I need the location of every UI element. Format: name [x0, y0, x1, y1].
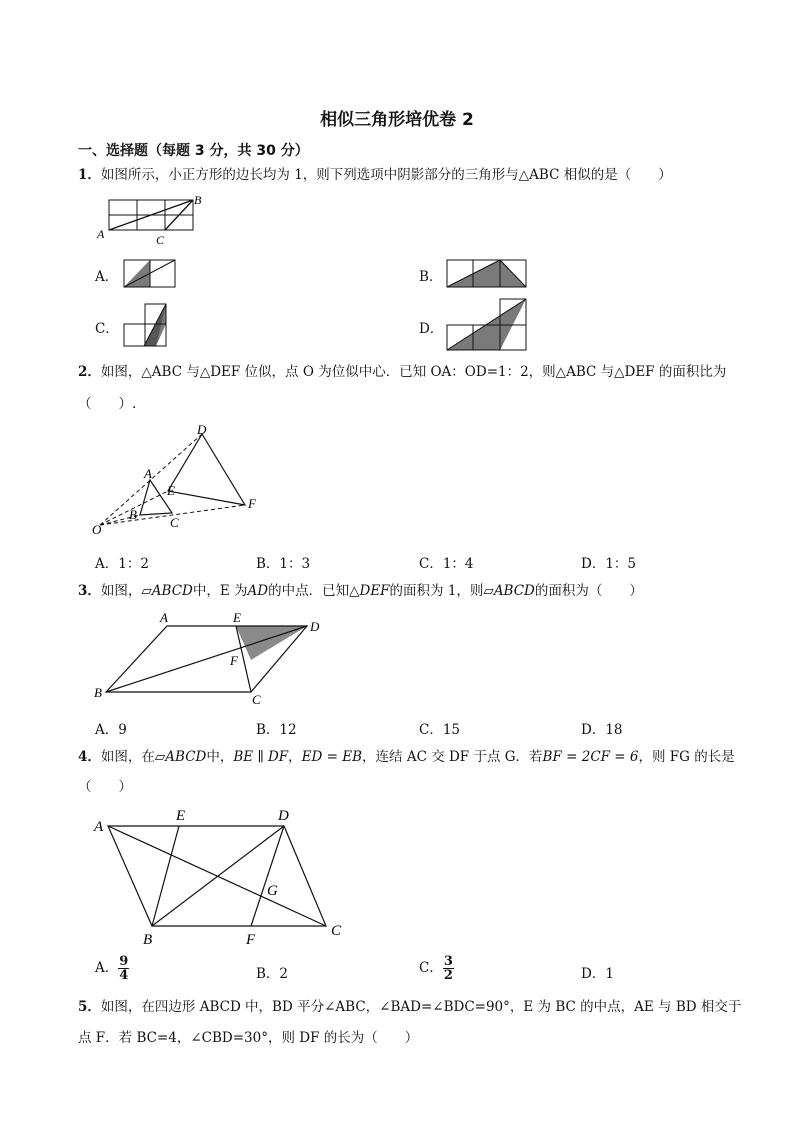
math-condition: ED = EB — [301, 749, 363, 765]
question-number: 2． — [78, 364, 101, 380]
question-4-text — [78, 747, 735, 767]
question-number: 3． — [78, 583, 101, 599]
q4-option-b[interactable]: B．2 — [256, 966, 289, 982]
option-letter: C． — [419, 960, 443, 976]
q2-option-d[interactable]: D．1：5 — [581, 556, 637, 572]
q3-option-c[interactable]: C．15 — [419, 722, 461, 738]
stem-part: ，则 FG 的长是 — [638, 749, 735, 765]
section-heading: 一、选择题（每题 3 分，共 30 分） — [78, 143, 309, 159]
q4-option-a[interactable] — [95, 955, 129, 982]
q1-option-c-figure[interactable] — [122, 302, 170, 350]
label-E: E — [233, 610, 241, 625]
q1-option-d-label[interactable]: D． — [419, 321, 444, 337]
label-C: C — [170, 515, 179, 530]
q2-option-c[interactable]: C．1：4 — [419, 556, 474, 572]
q2-figure — [90, 422, 270, 542]
q1-figure — [95, 192, 215, 248]
label-A: A — [144, 466, 152, 481]
label-F: F — [230, 653, 238, 668]
label-B: B — [194, 193, 202, 207]
question-number: 4． — [78, 749, 101, 765]
label-B: B — [129, 507, 137, 522]
numerator: 3 — [443, 954, 453, 969]
label-A: A — [160, 610, 168, 625]
q1-option-c-label[interactable]: C． — [95, 321, 119, 337]
denominator: 4 — [119, 968, 129, 983]
question-1-text — [78, 165, 672, 185]
label-O: O — [92, 522, 102, 537]
question-stem: 如图，在四边形 ABCD 中，BD 平分∠ABC，∠BAD=∠BDC=90°，E 为 BC 的中点，AE 与 BD 相交于 — [100, 999, 742, 1015]
q4-figure — [90, 804, 350, 950]
label-D: D — [310, 619, 320, 634]
label-C: C — [156, 233, 165, 247]
question-stem: 如图所示，小正方形的边长均为 1，则下列选项中阴影部分的三角形与△ABC 相似的是（ ） — [100, 167, 672, 183]
denominator: 2 — [443, 968, 453, 983]
page-title: 相似三角形培优卷 2 — [320, 110, 474, 130]
stem-part: 如图，▱ — [100, 583, 152, 599]
stem-part: 如图，在▱ — [100, 749, 166, 765]
numerator: 9 — [119, 954, 129, 969]
question-3-text — [78, 581, 643, 601]
stem-part: 的面积为（ ） — [534, 583, 643, 599]
math-condition: BE ∥ DF — [233, 749, 289, 765]
math-def: DEF — [359, 583, 390, 599]
q3-option-b[interactable]: B．12 — [256, 722, 297, 738]
label-A: A — [97, 227, 105, 241]
q2-option-a[interactable]: A．1：2 — [95, 556, 149, 572]
q4-option-d[interactable]: D．1 — [581, 966, 614, 982]
label-D: D — [278, 808, 289, 824]
label-B: B — [94, 685, 102, 700]
q4-option-c[interactable] — [419, 955, 454, 982]
label-B: B — [143, 932, 153, 948]
question-2-text-line2: （ ）. — [78, 396, 137, 412]
question-stem: 如图，△ABC 与△DEF 位似，点 O 为位似中心．已知 OA：OD=1：2，则△ABC 与△DEF 的面积比为 — [100, 364, 727, 380]
q3-option-a[interactable]: A．9 — [95, 722, 127, 738]
label-G: G — [267, 883, 278, 899]
q3-figure — [90, 606, 335, 711]
label-C: C — [331, 923, 342, 939]
label-E: E — [176, 808, 186, 824]
math-abcd: ABCD — [493, 583, 535, 599]
q2-option-b[interactable]: B．1：3 — [256, 556, 311, 572]
math-abcd: ABCD — [151, 583, 193, 599]
stem-part: 中，E 为 — [192, 583, 248, 599]
question-5-text-line2: 点 F．若 BC=4，∠CBD=30°，则 DF 的长为（ ） — [78, 1030, 419, 1046]
question-number: 1． — [78, 167, 101, 183]
label-F: F — [246, 932, 256, 948]
label-A: A — [94, 819, 104, 835]
q1-option-a-figure[interactable] — [122, 258, 178, 290]
label-E: E — [167, 483, 175, 498]
question-4-text-line2: （ ） — [78, 779, 132, 795]
question-2-text — [78, 362, 726, 382]
stem-part: ，连结 AC 交 DF 于点 G．若 — [362, 749, 543, 765]
stem-part: 中， — [206, 749, 234, 765]
math-condition: BF = 2CF = 6 — [542, 749, 639, 765]
stem-part: 的面积为 1，则▱ — [389, 583, 494, 599]
q3-option-d[interactable]: D．18 — [581, 722, 623, 738]
question-5-text — [78, 997, 741, 1017]
q1-option-b-label[interactable]: B． — [419, 269, 443, 285]
math-abcd: ABCD — [165, 749, 207, 765]
math-ad: AD — [247, 583, 269, 599]
fraction — [118, 955, 129, 982]
q1-option-a-label[interactable]: A． — [95, 269, 119, 285]
option-letter: A． — [95, 960, 119, 976]
q1-option-b-figure[interactable] — [445, 258, 529, 290]
q1-option-d-figure[interactable] — [445, 297, 529, 353]
question-number: 5． — [78, 999, 101, 1015]
stem-part: ， — [288, 749, 302, 765]
stem-part: 的中点．已知△ — [268, 583, 360, 599]
label-D: D — [197, 422, 207, 437]
label-C: C — [252, 692, 261, 707]
label-F: F — [248, 496, 256, 511]
fraction — [443, 955, 454, 982]
